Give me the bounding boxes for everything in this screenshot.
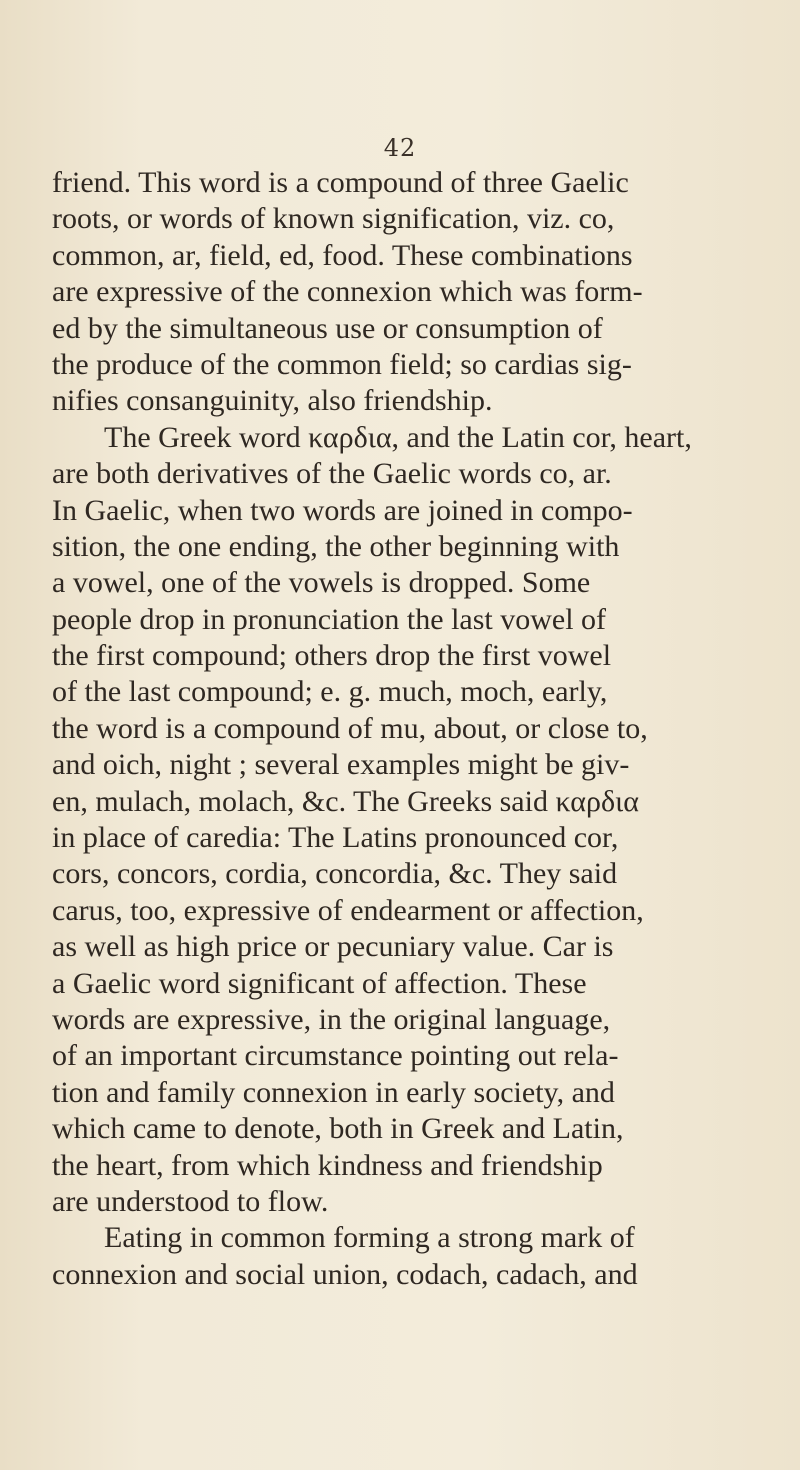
text-line: ed by the simultaneous use or consumption of	[52, 311, 603, 345]
text-line: people drop in pronunciation the last vowel of	[52, 602, 607, 636]
text-line: cors, concors, cordia, concordia, &c. They said	[52, 857, 618, 891]
text-line: nifies consanguinity, also friendship.	[52, 384, 493, 418]
text-line: as well as high price or pecuniary value. Car is	[52, 930, 614, 964]
text-line: words are expressive, in the original language,	[52, 1002, 611, 1036]
text-line: in place of caredia: The Latins pronounced cor,	[52, 821, 619, 855]
text-line: of an important circumstance pointing out rela-	[52, 1039, 619, 1073]
text-line: of the last compound; e. g. much, moch, early,	[52, 675, 608, 709]
page-number: 42	[383, 134, 417, 162]
text-line: a vowel, one of the vowels is dropped. Some	[52, 566, 591, 600]
text-line: en, mulach, molach, &c. The Greeks said καρδια	[52, 784, 639, 818]
text-line: and oich, night ; several examples might be giv-	[52, 748, 630, 782]
text-line: are both derivatives of the Gaelic words co, ar.	[52, 457, 612, 491]
text-line: a Gaelic word significant of affection. These	[52, 966, 587, 1000]
body-text	[52, 165, 800, 1293]
text-line: common, ar, field, ed, food. These combinations	[52, 238, 633, 272]
text-line: the word is a compound of mu, about, or close to,	[52, 711, 648, 745]
text-line: the first compound; others drop the first vowel	[52, 639, 612, 673]
text-line: are expressive of the connexion which was form-	[52, 275, 643, 309]
text-line: In Gaelic, when two words are joined in compo-	[52, 493, 633, 527]
text-line: the produce of the common field; so cardias sig-	[52, 347, 632, 381]
text-line: roots, or words of known signification, viz. co,	[52, 202, 615, 236]
text-line: The Greek word καρδια, and the Latin cor, heart,	[104, 420, 692, 454]
text-line: which came to denote, both in Greek and Latin,	[52, 1112, 624, 1146]
text-line: Eating in common forming a strong mark of	[104, 1221, 635, 1255]
text-line: the heart, from which kindness and friendship	[52, 1148, 603, 1182]
text-line: carus, too, expressive of endearment or affection,	[52, 893, 644, 927]
text-line: tion and family connexion in early society, and	[52, 1075, 615, 1109]
text-line: are understood to flow.	[52, 1184, 329, 1218]
text-line: connexion and social union, codach, cadach, and	[52, 1257, 638, 1291]
text-line: sition, the one ending, the other beginning with	[52, 529, 620, 563]
text-line: friend. This word is a compound of three Gaelic	[52, 166, 629, 199]
